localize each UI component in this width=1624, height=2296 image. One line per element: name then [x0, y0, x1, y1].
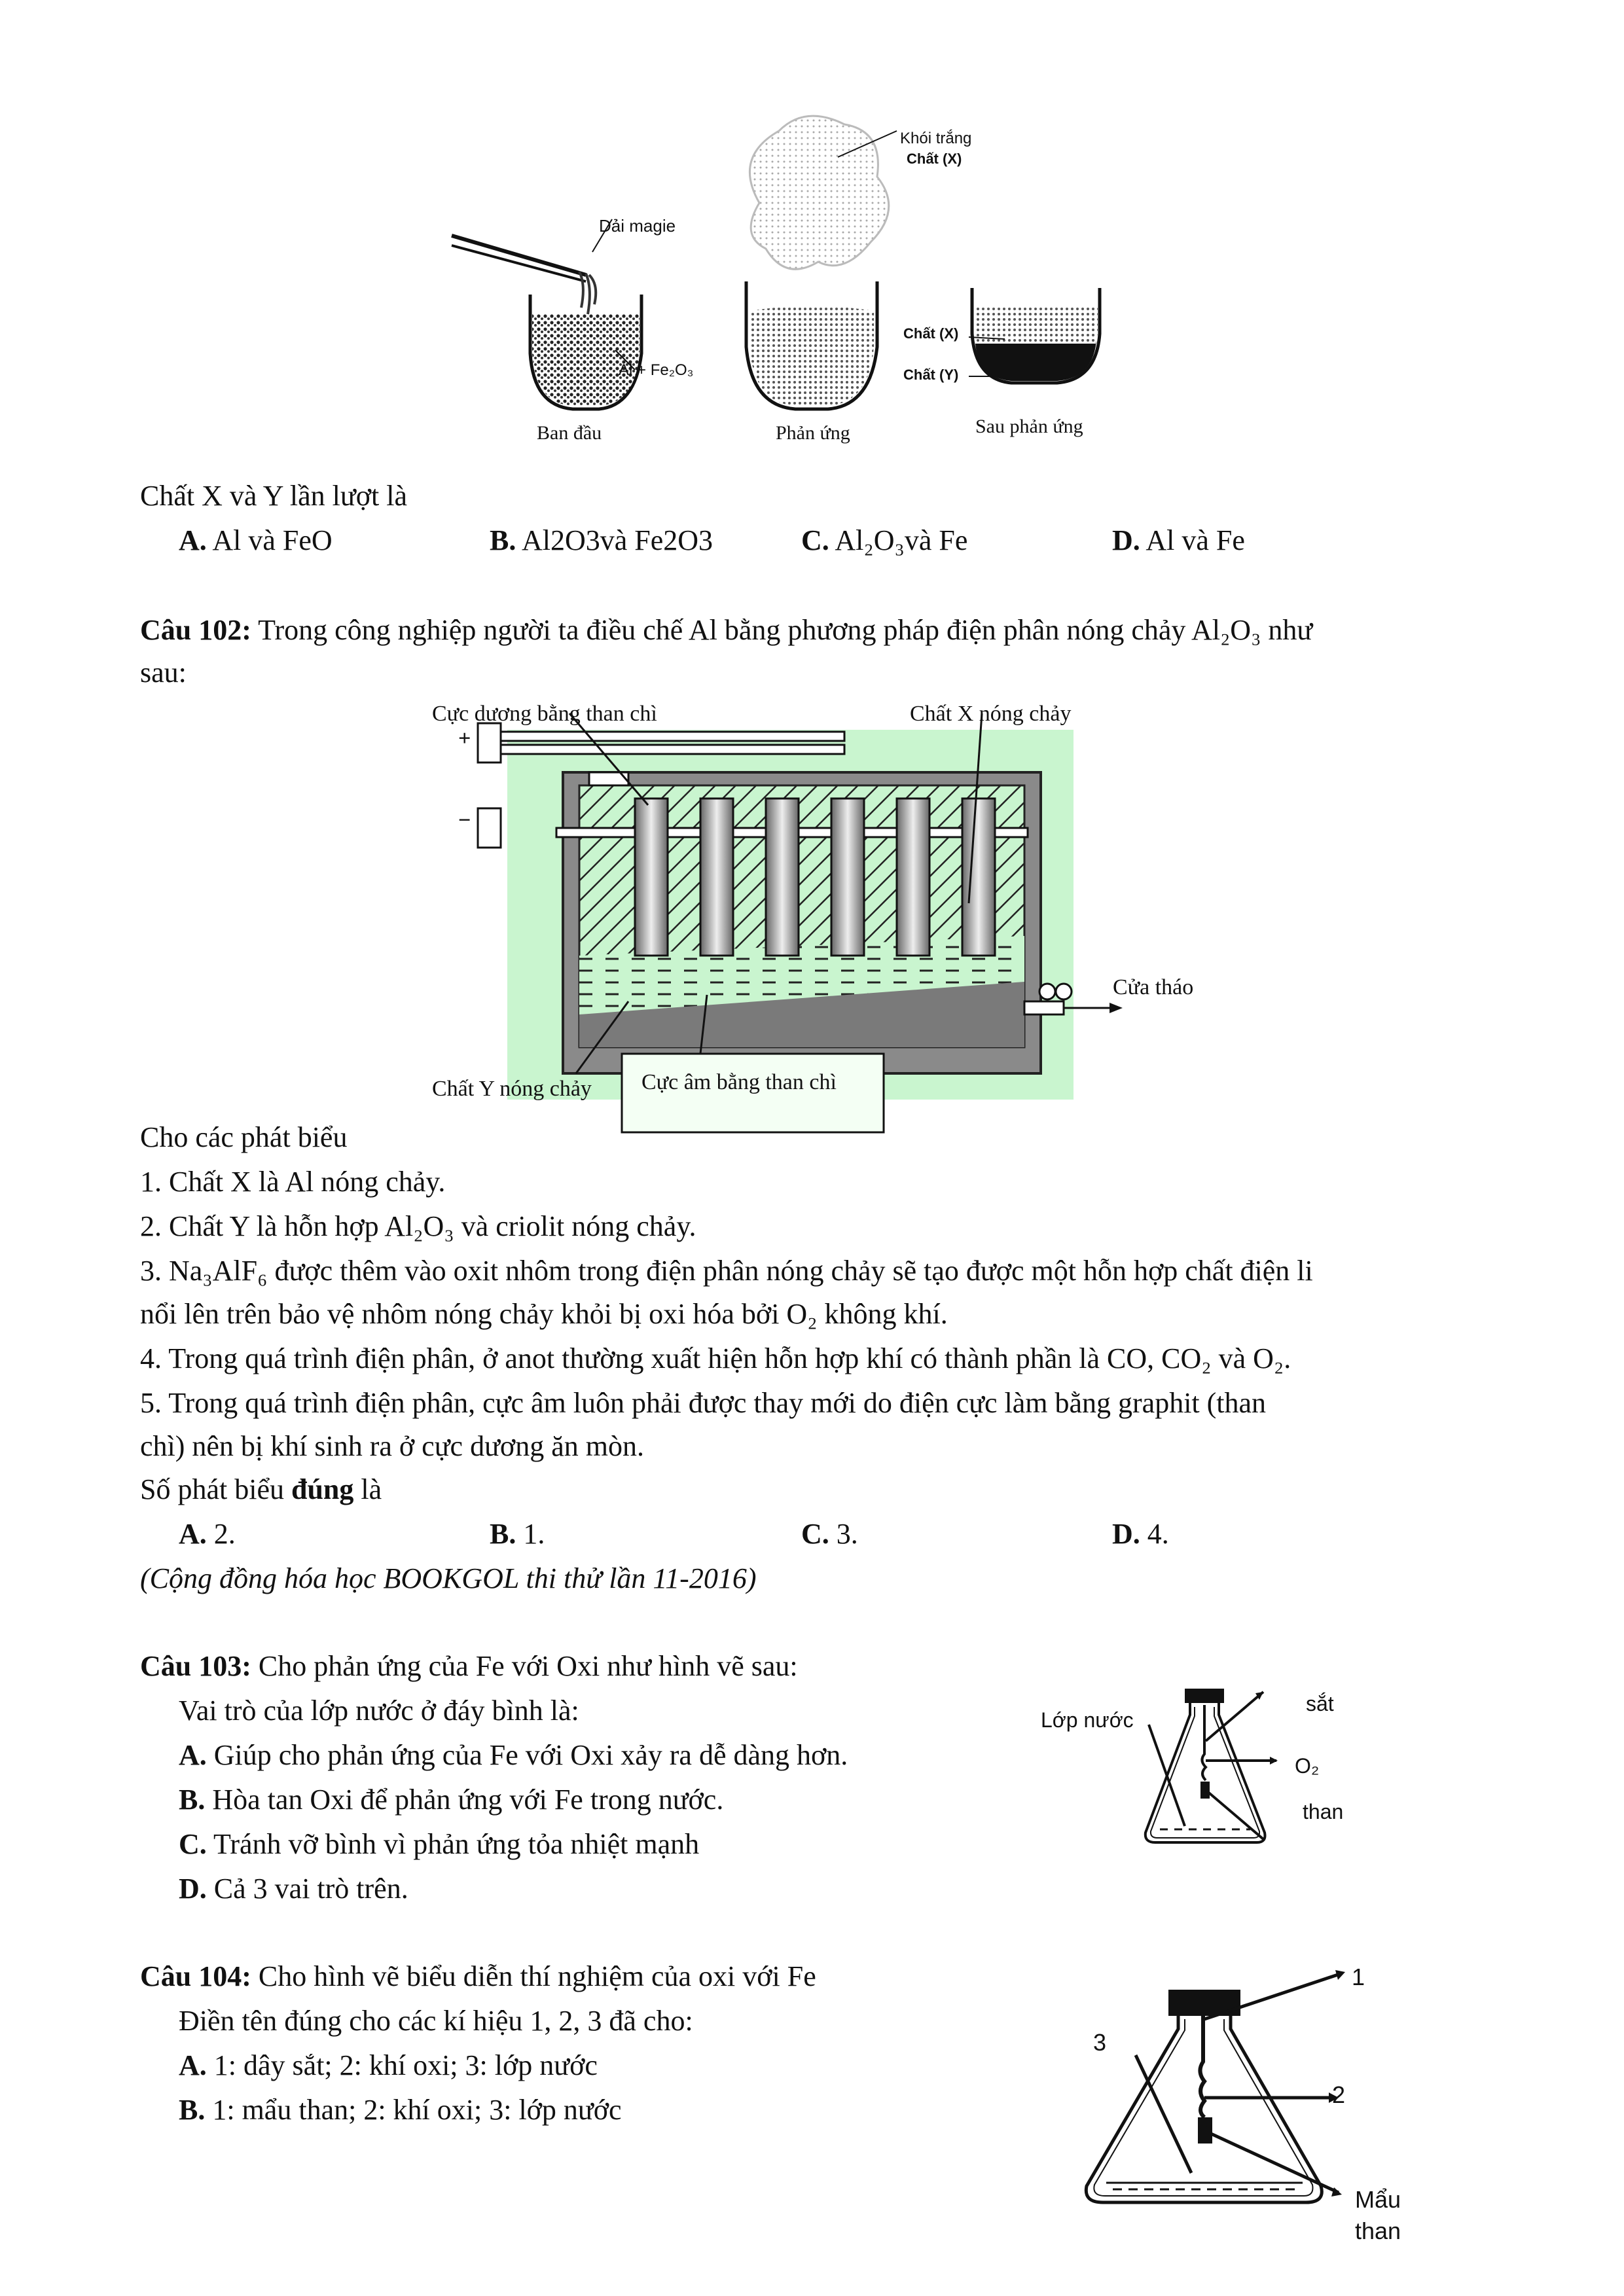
option-letter: C. — [801, 524, 829, 556]
stem-text: Cho phản ứng của Fe với Oxi như hình vẽ sau: — [258, 1650, 798, 1682]
caption-start: Ban đầu — [537, 422, 602, 444]
q103-option-c[interactable] — [179, 1826, 699, 1863]
option-letter: A. — [179, 524, 207, 556]
q102-stem-line2: sau: — [140, 656, 187, 689]
q102-statement-3a: 3. Na₃AlF₆ được thêm vào oxit nhôm trong điện phân nóng chảy sẽ tạo được một hỗn hợp chất điện li — [140, 1255, 1313, 1287]
option-text: 1. — [523, 1518, 545, 1550]
option-text: 4. — [1147, 1518, 1169, 1550]
q103-option-a[interactable] — [179, 1737, 848, 1774]
option-text: Giúp cho phản ứng của Fe với Oxi xảy ra dễ dàng hơn. — [213, 1739, 848, 1771]
option-text: 2. — [213, 1518, 236, 1550]
water-label: Lớp nước — [1041, 1708, 1134, 1732]
q101-stem: Chất X và Y lần lượt là — [140, 480, 407, 512]
thermite-figure — [452, 118, 1191, 458]
q101-option-c[interactable] — [801, 522, 967, 559]
outlet-label: Cửa tháo — [1113, 975, 1194, 999]
option-text: Al₂O₃và Fe — [835, 524, 968, 556]
flask-figure-q103 — [1034, 1676, 1375, 1859]
coal-label: than — [1303, 1800, 1344, 1823]
option-letter: D. — [179, 1873, 207, 1905]
option-letter: B. — [490, 1518, 516, 1550]
q104-option-a[interactable] — [179, 2047, 598, 2084]
oxygen-label: O₂ — [1295, 1754, 1320, 1778]
marker-3: 3 — [1093, 2029, 1107, 2056]
anode-label: Cực dương bằng than chì — [432, 702, 657, 726]
q103-option-d[interactable] — [179, 1871, 408, 1907]
q102-statement-1: 1. Chất X là Al nóng chảy. — [140, 1166, 446, 1198]
electrolysis-figure — [419, 694, 1218, 1100]
q104-sub: Điền tên đúng cho các kí hiệu 1, 2, 3 đã cho: — [179, 2005, 693, 2037]
option-text: Hòa tan Oxi để phản ứng với Fe trong nước. — [212, 1784, 724, 1816]
caption-after: Sau phản ứng — [975, 416, 1083, 437]
caption-reaction: Phản ứng — [776, 422, 850, 444]
thermite-drawing — [452, 118, 1191, 458]
cathode-label: Cực âm bằng than chì — [641, 1070, 837, 1094]
q102-option-d[interactable] — [1112, 1516, 1169, 1552]
q102-statement-5b: chì) nên bị khí sinh ra ở cực dương ăn mòn. — [140, 1430, 644, 1462]
q102-statement-3b: nổi lên trên bảo vệ nhôm nóng chảy khỏi bị oxi hóa bởi O₂ không khí. — [140, 1298, 948, 1330]
q102-source: (Cộng đồng hóa học BOOKGOL thi thử lần 11-2016) — [140, 1562, 757, 1594]
q103-stem — [140, 1648, 798, 1685]
option-text: 1: dây sắt; 2: khí oxi; 3: lớp nước — [213, 2049, 598, 2081]
layer-y-label: Chất (Y) — [903, 367, 959, 383]
question-number: Câu 104: — [140, 1960, 251, 1992]
q102-question — [140, 1471, 382, 1508]
q102-option-b[interactable] — [490, 1516, 545, 1552]
option-letter: D. — [1112, 524, 1140, 556]
chat-y-label: Chất Y nóng chảy — [432, 1077, 592, 1101]
stem-text: Trong công nghiệp người ta điều chế Al bằng phương pháp điện phân nóng chảy Al₂O₃ như — [258, 614, 1313, 646]
q102-stem-line1 — [140, 612, 1312, 649]
magnesium-label: Dải magie — [599, 216, 676, 236]
option-text: Tránh vỡ bình vì phản ứng tỏa nhiệt mạnh — [213, 1828, 700, 1860]
q102-intro: Cho các phát biểu — [140, 1121, 348, 1153]
option-letter: B. — [179, 2094, 206, 2126]
option-letter: A. — [179, 1739, 207, 1771]
q101-option-d[interactable] — [1112, 522, 1245, 559]
mixture-label: Al + Fe₂O₃ — [619, 361, 694, 379]
question-pre: Số phát biểu — [140, 1473, 291, 1505]
q102-option-c[interactable] — [801, 1516, 858, 1552]
question-number: Câu 102: — [140, 614, 251, 646]
q102-statement-5a: 5. Trong quá trình điện phân, cực âm luôn phải được thay mới do điện cực làm bằng graphit (than — [140, 1387, 1267, 1419]
question-post: là — [353, 1473, 382, 1505]
iron-label: sắt — [1306, 1692, 1334, 1715]
option-letter: A. — [179, 1518, 207, 1550]
option-text: 1: mẩu than; 2: khí oxi; 3: lớp nước — [212, 2094, 622, 2126]
q102-statement-4: 4. Trong quá trình điện phân, ở anot thường xuất hiện hỗn hợp khí có thành phần là CO, CO₂ và O₂. — [140, 1342, 1291, 1374]
smoke-sub-label: Chất (X) — [907, 151, 962, 167]
option-text: Al và Fe — [1146, 524, 1245, 556]
layer-x-label: Chất (X) — [903, 325, 959, 342]
stem-text: Cho hình vẽ biểu diễn thí nghiệm của oxi với Fe — [258, 1960, 816, 1992]
question-number: Câu 103: — [140, 1650, 251, 1682]
electrolysis-drawing — [419, 694, 1218, 1100]
flask-figure-q104 — [1074, 1964, 1440, 2258]
question-bold: đúng — [291, 1473, 354, 1505]
option-letter: A. — [179, 2049, 207, 2081]
option-letter: D. — [1112, 1518, 1140, 1550]
option-letter: B. — [490, 524, 516, 556]
option-text: 3. — [836, 1518, 858, 1550]
coal-label-2: than — [1355, 2217, 1401, 2244]
coal-label-1: Mẩu — [1355, 2186, 1401, 2213]
plus-sign: + — [458, 726, 471, 751]
option-letter: B. — [179, 1784, 206, 1816]
minus-sign: − — [458, 808, 471, 833]
option-text: Al và FeO — [212, 524, 333, 556]
q102-statement-2: 2. Chất Y là hỗn hợp Al₂O₃ và criolit nóng chảy. — [140, 1210, 696, 1242]
marker-2: 2 — [1332, 2081, 1346, 2108]
q101-option-a[interactable] — [179, 522, 333, 559]
option-letter: C. — [179, 1828, 207, 1860]
q102-option-a[interactable] — [179, 1516, 236, 1552]
q104-stem — [140, 1958, 816, 1995]
q103-sub: Vai trò của lớp nước ở đáy bình là: — [179, 1695, 579, 1727]
option-text: Cả 3 vai trò trên. — [213, 1873, 408, 1905]
option-letter: C. — [801, 1518, 829, 1550]
q103-option-b[interactable] — [179, 1782, 723, 1818]
chat-x-label: Chất X nóng chảy — [910, 702, 1072, 726]
flask-drawing-q104 — [1074, 1977, 1440, 2258]
q101-option-b[interactable] — [490, 522, 713, 559]
q104-option-b[interactable] — [179, 2092, 622, 2128]
marker-1: 1 — [1352, 1964, 1365, 1990]
smoke-title-label: Khói trắng — [900, 130, 972, 147]
option-text: Al2O3và Fe2O3 — [521, 524, 713, 556]
